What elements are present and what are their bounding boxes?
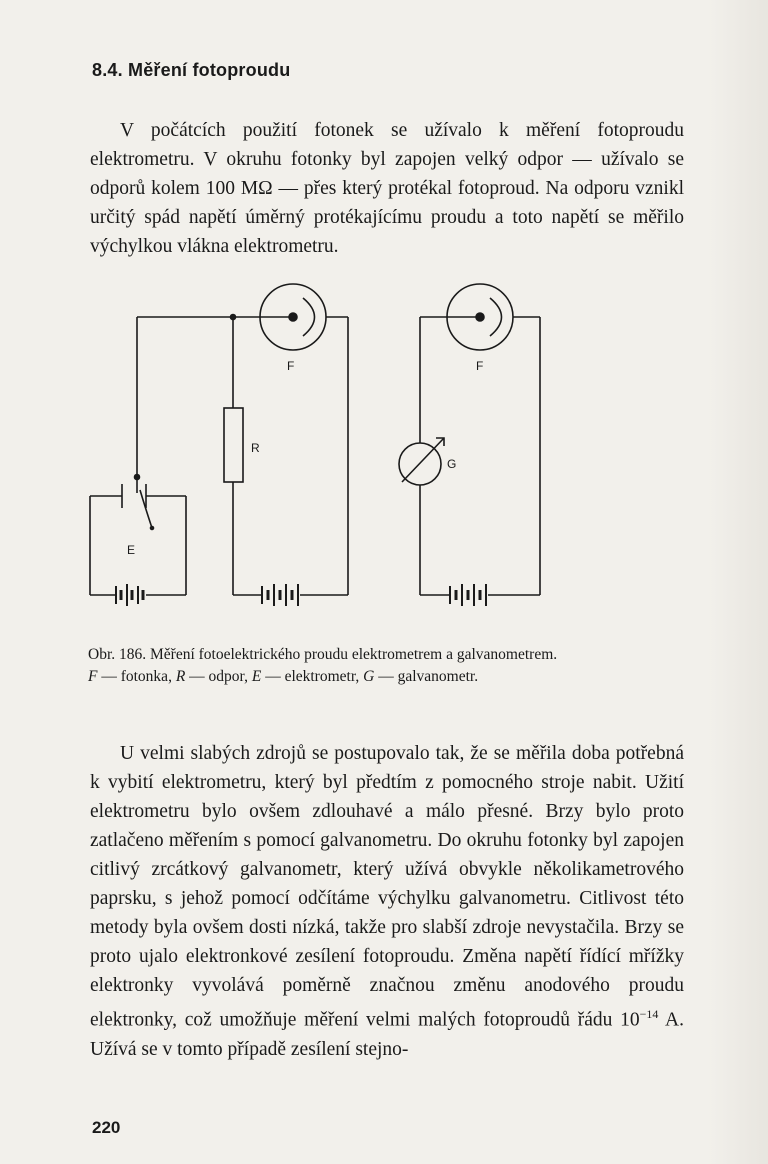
paragraph-main-body: U velmi slabých zdrojů se postupovalo tak, že se měřila doba potřebná k vybití elektrometru, který byl předtím z pomocného stroje nabit. Užití elektrometru bylo ovšem zdlouhavé a málo přesné. Brzy bylo proto zatlačeno měřením s pomocí galvanometru. Do okruhu fotonky byl zapojen citlivý zrcátkový galvanometr, který užívá obvykle několikametrového paprsku, s jehož pomocí odčítáme výchylku galvanometru. Citlivost této metody byla ovšem dosti nízká, takže pro slabší zdroje nevystačila. Brzy se proto ujalo elektronkové zesílení fotoproudu. Změna napětí řídící mřížky elektronky vyvolává poměrně značnou změnu anodového proudu elektronky, což umožňuje měření velmi malých fotoproudů řádu 10 xyxy=(90,743,684,1031)
galvanometer xyxy=(399,438,444,485)
electrometer xyxy=(90,484,186,595)
label-photocell-left: F xyxy=(287,359,295,373)
caption-text-e: — elektrometr, xyxy=(261,668,364,685)
label-photocell-right: F xyxy=(476,359,484,373)
photocell-left xyxy=(260,284,326,350)
caption-text-f: — fotonka, xyxy=(97,668,176,685)
battery-left-main xyxy=(262,584,298,606)
exponent: −14 xyxy=(639,1007,659,1021)
paragraph-intro-text: V počátcích použití fotonek se užívalo k měření fotoproudu elektrometru. V okruhu fotonky byl zapojen velký odpor — užívalo se odporů kolem 100 MΩ — přes který protékal fotoproud. Na odporu vznikl určitý spád napětí úměrný protékajícímu proudu a toto napětí se měřilo výchylkou vlákna elektrometru. xyxy=(90,120,684,257)
circuit-diagram xyxy=(0,270,768,630)
paragraph-main xyxy=(90,739,684,1064)
battery-right xyxy=(450,584,486,606)
caption-line-1: Obr. 186. Měření fotoelektrického proudu elektrometrem a galvanometrem. xyxy=(88,646,558,663)
caption-key-e: E xyxy=(251,668,262,685)
caption-key-g: G xyxy=(363,668,375,685)
section-number: 8.4. xyxy=(92,60,123,80)
paragraph-main-end: A. Užívá se v tomto případě zesílení stejno- xyxy=(90,1009,684,1060)
caption-key-r: R xyxy=(175,668,186,685)
section-title: Měření fotoproudu xyxy=(128,60,291,80)
label-galvanometer: G xyxy=(447,457,457,471)
caption-key-f: F xyxy=(88,668,98,685)
section-heading xyxy=(92,60,290,81)
paragraph-main-text xyxy=(90,739,684,1064)
photocell-right xyxy=(447,284,513,350)
label-resistor: R xyxy=(251,441,260,455)
label-electrometer: E xyxy=(127,543,136,557)
resistor xyxy=(224,408,243,482)
paragraph-intro xyxy=(90,116,684,261)
caption-text-g: — galvanometr. xyxy=(374,668,479,685)
caption-text-r: — odpor, xyxy=(185,668,252,685)
page-number: 220 xyxy=(92,1118,121,1137)
caption-line-2 xyxy=(88,666,688,688)
figure-caption xyxy=(88,644,688,688)
battery-e xyxy=(116,584,143,606)
